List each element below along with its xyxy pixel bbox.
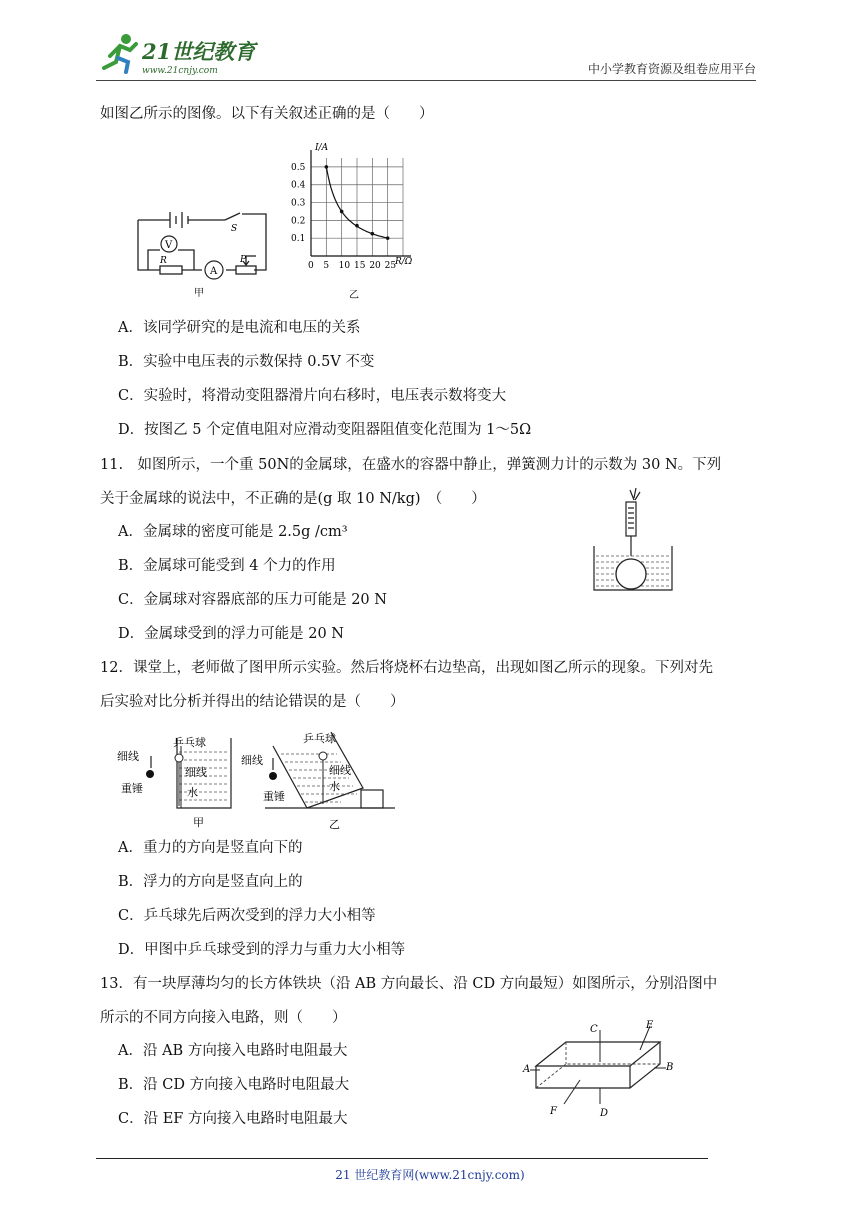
chart-x-axis-label: R/Ω: [395, 257, 413, 267]
q10-option-b: B．实验中电压表的示数保持 0.5V 不变: [118, 354, 375, 370]
chart-data-point: [355, 224, 359, 228]
chart-x-tick-label: 15: [354, 261, 366, 271]
q12-stem-line2: 后实验对比分析并得出的结论错误的是（ ）: [100, 694, 405, 710]
header-divider: [96, 80, 756, 81]
label-d: D: [600, 1108, 609, 1119]
chart-grid: [311, 158, 403, 256]
site-logo: [96, 30, 266, 80]
q13-stem-line1: 13．有一块厚薄均匀的长方体铁块（沿 AB 方向最长、沿 CD 方向最短）如图所示，分别沿图中: [100, 976, 718, 992]
chart-data-point: [386, 236, 390, 240]
q10-option-a: A．该同学研究的是电流和电压的关系: [118, 320, 361, 336]
label-thread-yi: 细线: [241, 754, 263, 767]
q13-iron-block-figure: [520, 1016, 680, 1120]
label-a: A: [523, 1064, 531, 1075]
label-pingpong-yi: 乒乓球: [303, 732, 336, 745]
logo-url: www.21cnjy.com: [142, 66, 218, 76]
q12-option-c: C．乒乓球先后两次受到的浮力大小相等: [118, 908, 376, 924]
chart-y-tick-label: 0.4: [291, 180, 306, 191]
q12-option-b: B．浮力的方向是竖直向上的: [118, 874, 303, 890]
label-pingpong-jia: 乒乓球: [173, 736, 206, 749]
chart-x-tick-label: 25: [384, 261, 397, 271]
q12-stem-line1: 12．课堂上，老师做了图甲所示实验。然后将烧杯右边垫高，出现如图乙所示的现象。下列对先: [100, 660, 713, 676]
label-thread-jia: 细线: [117, 750, 139, 763]
chart-x-tick-label: 0: [308, 261, 314, 271]
ammeter-label: A: [210, 266, 218, 277]
q10-current-resistance-chart: [285, 140, 425, 305]
footer-site-text: 21 世纪教育网(www.21cnjy.com): [335, 1168, 525, 1182]
figure-label-jia-12: 甲: [193, 816, 204, 829]
runner-icon: [104, 34, 136, 72]
figure-label-jia: 甲: [194, 288, 204, 299]
q11-spring-scale-container-figure: [590, 486, 680, 592]
metal-ball: [616, 559, 646, 589]
chart-x-tick-label: 10: [338, 261, 351, 271]
q13-stem-line2: 所示的不同方向接入电路，则（ ）: [100, 1010, 347, 1026]
q11-option-b: B．金属球可能受到 4 个力的作用: [118, 558, 336, 574]
q11-option-d: D．金属球受到的浮力可能是 20 N: [118, 626, 344, 642]
figure-label-yi-12: 乙: [329, 818, 340, 831]
q10-stem: 如图乙所示的图像。以下有关叙述正确的是（ ）: [100, 106, 434, 122]
q13-option-c: C．沿 EF 方向接入电路时电阻最大: [118, 1111, 348, 1127]
voltmeter-label: V: [165, 240, 173, 251]
pingpong-ball-yi: [319, 752, 327, 760]
q12-beaker-figure: [115, 728, 405, 832]
header-platform-text: 中小学教育资源及组卷应用平台: [587, 62, 756, 76]
chart-data-point: [371, 232, 375, 236]
q11-option-a: A．金属球的密度可能是 2.5g /cm³: [118, 524, 348, 540]
slider-label: P: [240, 255, 247, 265]
chart-y-axis-label: I/A: [315, 143, 329, 153]
footer-divider: [96, 1158, 708, 1159]
weight-ball-yi: [269, 772, 277, 780]
q10-option-c: C．实验时，将滑动变阻器滑片向右移时，电压表示数将变大: [118, 388, 507, 404]
q12-option-a: A．重力的方向是竖直向下的: [118, 840, 303, 856]
chart-y-tick-label: 0.1: [291, 234, 306, 245]
q10-option-d: D．按图乙 5 个定值电阻对应滑动变阻器阻值变化范围为 1～5Ω: [118, 422, 532, 438]
chart-y-tick-label: 0.3: [291, 198, 306, 209]
logo-text: 21世纪教育: [142, 39, 256, 64]
switch-label: S: [231, 224, 238, 234]
label-thread2-yi: 细线: [329, 764, 351, 777]
weight-ball-jia: [146, 770, 154, 778]
label-weight-yi: 重锤: [263, 790, 285, 803]
q10-circuit-diagram: [130, 200, 275, 300]
resistor-label: R: [160, 256, 167, 266]
label-b: B: [666, 1062, 674, 1073]
q13-option-b: B．沿 CD 方向接入电路时电阻最大: [118, 1077, 350, 1093]
label-e: E: [646, 1020, 654, 1031]
label-water-yi: 水: [329, 780, 340, 793]
figure-label-yi: 乙: [349, 290, 359, 301]
label-f: F: [550, 1106, 557, 1117]
pingpong-ball-jia: [175, 754, 183, 762]
q11-stem-line1: 11. 如图所示，一个重 50N的金属球，在盛水的容器中静止，弹簧测力计的示数为 30 N。下列: [100, 457, 722, 473]
chart-x-tick-label: 5: [323, 261, 330, 271]
chart-data-point: [340, 210, 344, 214]
label-weight-jia: 重锤: [121, 782, 143, 795]
chart-x-tick-label: 20: [369, 261, 381, 271]
label-thread2-jia: 细线: [185, 766, 207, 779]
label-water-jia: 水: [187, 786, 198, 799]
hand-icon: [630, 488, 640, 500]
q11-option-c: C．金属球对容器底部的压力可能是 20 N: [118, 592, 387, 608]
label-c: C: [590, 1024, 598, 1035]
chart-data-point: [325, 165, 329, 169]
q12-option-d: D．甲图中乒乓球受到的浮力与重力大小相等: [118, 942, 406, 958]
q13-option-a: A．沿 AB 方向接入电路时电阻最大: [118, 1043, 348, 1059]
chart-y-tick-label: 0.2: [291, 216, 306, 227]
chart-y-tick-label: 0.5: [291, 162, 306, 173]
q11-stem-line2: 关于金属球的说法中，不正确的是(g 取 10 N/kg) （ ）: [100, 491, 486, 507]
